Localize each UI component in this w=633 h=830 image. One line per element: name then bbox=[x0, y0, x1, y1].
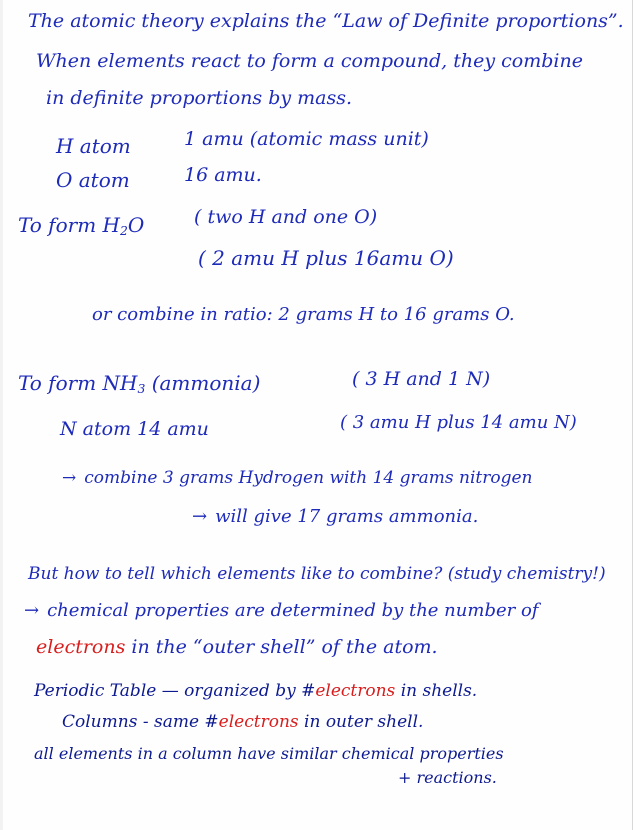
periodic-text-b: in shells. bbox=[400, 681, 478, 701]
ammonia-name: (ammonia) bbox=[151, 371, 261, 395]
right-arrow-icon: → bbox=[62, 468, 77, 488]
periodic-table-line bbox=[34, 683, 477, 700]
columns-text-a: Columns - same # bbox=[62, 712, 219, 732]
question-line-2 bbox=[24, 602, 538, 620]
water-ratio: or combine in ratio: 2 grams H to 16 grams O. bbox=[92, 304, 515, 325]
intro-line-2: When elements react to form a compound, they combine bbox=[36, 50, 583, 72]
water-tail: O bbox=[127, 213, 145, 237]
o-atom-mass: 16 amu. bbox=[184, 164, 262, 186]
ammonia-subscript: 3 bbox=[137, 381, 146, 397]
question-line-2-text: chemical properties are determined by the number of bbox=[47, 600, 539, 621]
periodic-text-a: Periodic Table — organized by # bbox=[34, 681, 316, 701]
ammonia-combine-text: combine 3 grams Hydrogen with 14 grams nitrogen bbox=[84, 468, 533, 488]
question-line-3-text: in the “outer shell” of the atom. bbox=[131, 636, 438, 658]
electrons-highlight: electrons bbox=[36, 636, 126, 658]
question-line-1: But how to tell which elements like to combine? (study chemistry!) bbox=[28, 564, 606, 584]
h-atom-mass: 1 amu (atomic mass unit) bbox=[184, 128, 429, 150]
water-masses: ( 2 amu H plus 16amu O) bbox=[198, 246, 454, 270]
ammonia-give-text: will give 17 grams ammonia. bbox=[215, 506, 479, 527]
scan-edge bbox=[0, 0, 3, 830]
water-subscript: 2 bbox=[119, 223, 128, 239]
ammonia-combine bbox=[62, 470, 533, 487]
reactions-line: + reactions. bbox=[398, 768, 497, 787]
right-arrow-icon: → bbox=[24, 600, 40, 621]
columns-text-b: in outer shell. bbox=[304, 712, 424, 732]
ammonia-masses: ( 3 amu H plus 14 amu N) bbox=[340, 412, 577, 433]
electrons-highlight: electrons bbox=[218, 712, 299, 732]
ammonia-lead: To form NH bbox=[18, 371, 138, 395]
h-atom-label: H atom bbox=[56, 134, 131, 158]
water-parts: ( two H and one O) bbox=[194, 206, 378, 228]
columns-line bbox=[62, 714, 423, 731]
intro-line-1: The atomic theory explains the “Law of Definite proportions”. bbox=[28, 10, 624, 32]
ammonia-give bbox=[192, 508, 478, 526]
electrons-highlight: electrons bbox=[315, 681, 396, 701]
ammonia-parts: ( 3 H and 1 N) bbox=[352, 368, 491, 390]
intro-line-3: in definite proportions by mass. bbox=[46, 87, 353, 109]
ammonia-heading bbox=[18, 373, 260, 396]
water-heading bbox=[18, 215, 144, 238]
water-lead: To form H bbox=[18, 213, 120, 237]
n-atom: N atom 14 amu bbox=[60, 418, 209, 440]
right-arrow-icon: → bbox=[192, 506, 208, 527]
question-line-3 bbox=[36, 638, 438, 657]
o-atom-label: O atom bbox=[56, 168, 130, 192]
all-elements-line: all elements in a column have similar chemical properties bbox=[34, 744, 504, 763]
